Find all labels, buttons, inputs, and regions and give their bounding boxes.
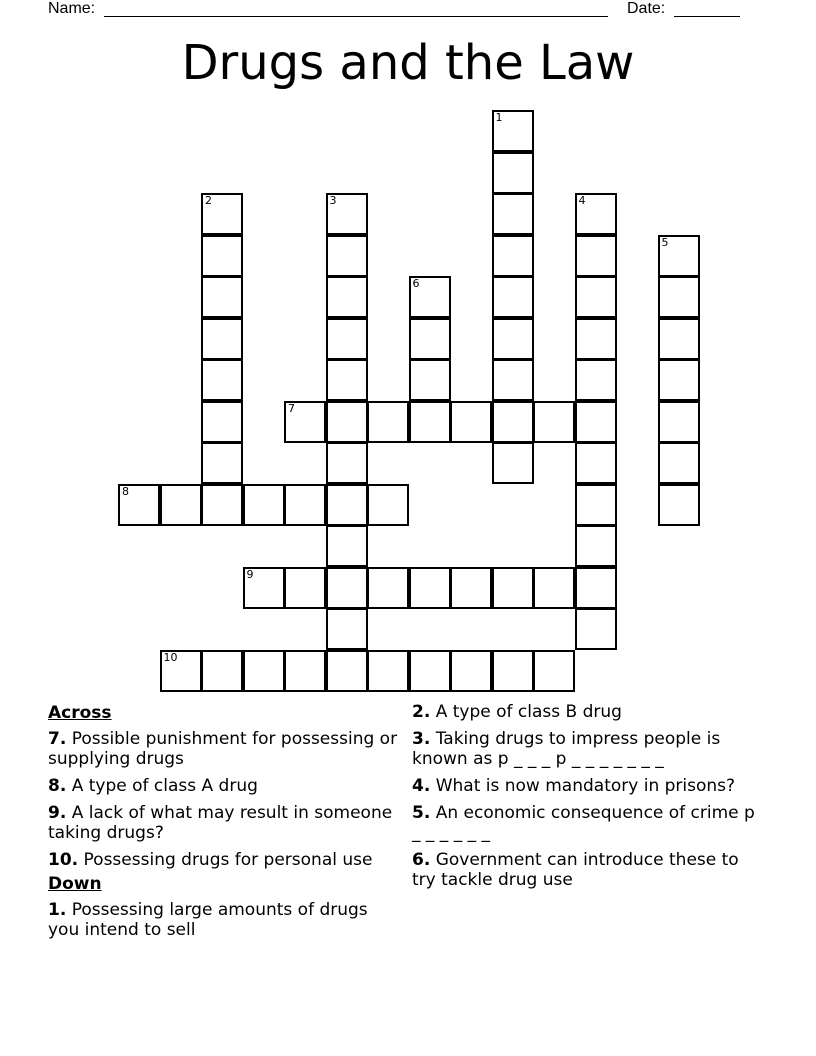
crossword-cell[interactable] [201,359,243,401]
clue-across-7 [48,729,398,769]
crossword-cell[interactable] [409,401,451,443]
clue-number: 1. [48,900,67,920]
crossword-cell[interactable] [201,276,243,318]
clue-number: 9. [48,803,67,823]
cell-number: 10 [163,650,178,664]
crossword-cell[interactable] [575,484,617,526]
crossword-cell[interactable] [326,567,368,609]
crossword-cell[interactable] [575,235,617,277]
crossword-cell[interactable] [284,401,326,443]
clue-text: Possessing large amounts of drugs you intend to sell [48,900,368,940]
crossword-cell[interactable] [575,359,617,401]
crossword-cell[interactable] [533,401,575,443]
clue-text: An economic consequence of crime p _ _ _ _ _ _ [412,803,755,843]
crossword-cell[interactable] [160,484,202,526]
name-label: Name: [48,0,96,17]
crossword-cell[interactable] [326,484,368,526]
crossword-cell[interactable] [658,484,700,526]
crossword-cell[interactable] [492,401,534,443]
crossword-cell[interactable] [450,567,492,609]
clue-number: 6. [412,850,431,870]
crossword-cell[interactable] [326,193,368,235]
crossword-cell[interactable] [326,442,368,484]
clue-number: 7. [48,729,67,749]
crossword-cell[interactable] [575,567,617,609]
clue-down-2 [412,702,762,722]
clue-across-9 [48,803,398,843]
down-heading: Down [48,874,102,894]
clues-left-column [48,702,398,947]
crossword-cell[interactable] [658,442,700,484]
cell-number: 5 [661,235,669,249]
cell-number: 1 [495,111,503,124]
clue-text: Taking drugs to impress people is known as p _ _ _ p _ _ _ _ _ _ _ [412,729,721,769]
clue-text: Possessing drugs for personal use [83,850,373,870]
crossword-cell[interactable] [201,193,243,235]
crossword-cell[interactable] [409,318,451,360]
crossword-cell[interactable] [284,650,326,692]
crossword-cell[interactable] [450,401,492,443]
puzzle-title: Drugs and the Law [181,35,635,91]
crossword-cell[interactable] [575,525,617,567]
crossword-cell[interactable] [326,276,368,318]
clue-down-3 [412,729,762,769]
clue-text: A type of class A drug [71,776,258,796]
crossword-cell[interactable] [658,235,700,277]
cell-number: 8 [122,484,129,498]
crossword-cell[interactable] [492,152,534,194]
crossword-cell[interactable] [575,608,617,650]
crossword-cell[interactable] [658,318,700,360]
crossword-cell[interactable] [326,401,368,443]
crossword-cell[interactable] [492,235,534,277]
crossword-cell[interactable] [409,276,451,318]
crossword-cell[interactable] [243,484,285,526]
cell-number: 3 [329,194,337,207]
crossword-cell[interactable] [326,235,368,277]
crossword-cell[interactable] [367,567,409,609]
cell-number: 4 [578,194,586,207]
clue-number: 2. [412,702,431,722]
crossword-cell[interactable] [492,110,534,152]
crossword-cell[interactable] [326,318,368,360]
clue-text: Government can introduce these to try tackle drug use [412,850,739,890]
crossword-cell[interactable] [658,401,700,443]
crossword-cell[interactable] [658,359,700,401]
crossword-cell[interactable] [450,650,492,692]
crossword-cell[interactable] [533,567,575,609]
clue-down-5 [412,803,762,843]
crossword-cell[interactable] [367,401,409,443]
crossword-cell[interactable] [367,484,409,526]
crossword-cell[interactable] [492,650,534,692]
clue-across-10 [48,850,398,870]
clue-number: 10. [48,850,79,870]
crossword-cell[interactable] [409,650,451,692]
crossword-cell[interactable] [243,650,285,692]
crossword-cell[interactable] [284,484,326,526]
crossword-cell[interactable] [658,276,700,318]
crossword-cell[interactable] [326,525,368,567]
crossword-cell[interactable] [492,276,534,318]
crossword-cell[interactable] [492,442,534,484]
crossword-cell[interactable] [409,359,451,401]
clue-down-6 [412,850,762,890]
crossword-cell[interactable] [201,235,243,277]
clue-text: A lack of what may result in someone taking drugs? [48,803,393,843]
crossword-cell[interactable] [201,401,243,443]
cell-number: 2 [205,194,212,207]
cell-number: 6 [412,277,420,290]
crossword-cell[interactable] [492,318,534,360]
crossword-cell[interactable] [575,442,617,484]
crossword-cell[interactable] [575,193,617,235]
clues-right-column [412,702,762,897]
crossword-cell[interactable] [201,442,243,484]
crossword-cell[interactable] [201,484,243,526]
clue-down-1 [48,900,398,940]
crossword-cell[interactable] [326,650,368,692]
crossword-cell[interactable] [575,401,617,443]
crossword-cell[interactable] [326,608,368,650]
clue-number: 4. [412,776,431,796]
crossword-cell[interactable] [326,359,368,401]
crossword-cell[interactable] [492,359,534,401]
clue-number: 5. [412,803,431,823]
crossword-cell[interactable] [533,650,575,692]
clue-number: 3. [412,729,431,749]
crossword-cell[interactable] [201,650,243,692]
crossword-cell[interactable] [243,567,285,609]
crossword-cell[interactable] [284,567,326,609]
crossword-cell[interactable] [201,318,243,360]
crossword-cell[interactable] [575,318,617,360]
cell-number: 7 [288,401,295,415]
clue-down-4 [412,776,762,796]
crossword-cell[interactable] [575,276,617,318]
clue-text: A type of class B drug [435,702,622,722]
clue-number: 8. [48,776,67,796]
crossword-cell[interactable] [367,650,409,692]
clue-text: What is now mandatory in prisons? [435,776,736,796]
date-label: Date: [627,0,666,17]
crossword-cell[interactable] [118,484,160,526]
crossword-cell[interactable] [409,567,451,609]
crossword-cell[interactable] [492,567,534,609]
crossword-cell[interactable] [160,650,202,692]
cell-number: 9 [246,567,254,581]
clue-across-8 [48,776,398,796]
across-heading: Across [48,703,112,723]
clue-text: Possible punishment for possessing or supplying drugs [48,729,398,769]
crossword-cell[interactable] [492,193,534,235]
